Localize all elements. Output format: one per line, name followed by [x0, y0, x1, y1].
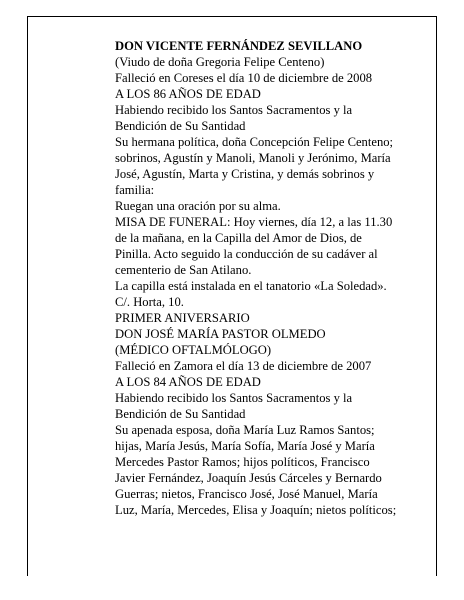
obituary-text-line: de la mañana, en la Capilla del Amor de Dios, de — [115, 231, 362, 245]
obituary-text-line: sobrinos, Agustín y Manoli, Manoli y Jerónimo, María — [115, 151, 391, 165]
obituary-text-line: PRIMER ANIVERSARIO — [115, 311, 250, 325]
obituary-text-line: Habiendo recibido los Santos Sacramentos y la — [115, 103, 353, 117]
obituary-text-line: Bendición de Su Santidad — [115, 119, 246, 133]
obituary-text-line: Su hermana política, doña Concepción Felipe Centeno; — [115, 135, 394, 149]
obituary-text-line: hijas, María Jesús, María Sofía, María José y María — [115, 439, 375, 453]
obituary-text-line: Falleció en Coreses el día 10 de diciembre de 2008 — [115, 71, 373, 85]
obituary-text-line: Ruegan una oración por su alma. — [115, 199, 281, 213]
obituary-text-line: (Viudo de doña Gregoria Felipe Centeno) — [115, 55, 325, 69]
obituary-text-line: Luz, María, Mercedes, Elisa y Joaquín; nietos políticos; — [115, 503, 397, 517]
obituary-text-line: Su apenada esposa, doña María Luz Ramos Santos; — [115, 423, 375, 437]
obituary-text-line: A LOS 86 AÑOS DE EDAD — [115, 87, 261, 101]
obituary-text-line: Pinilla. Acto seguido la conducción de su cadáver al — [115, 247, 378, 261]
frame-left-border — [27, 16, 28, 576]
frame-top-border — [27, 16, 437, 17]
obituary-text-line: Habiendo recibido los Santos Sacramentos y la — [115, 391, 353, 405]
obituary-text-line: DON JOSÉ MARÍA PASTOR OLMEDO — [115, 327, 326, 341]
obituary-text-line: La capilla está instalada en el tanatorio «La Soledad». — [115, 279, 387, 293]
obituary-text-line: cementerio de San Atilano. — [115, 263, 252, 277]
obituary-text-line: MISA DE FUNERAL: Hoy viernes, día 12, a las 11.30 — [115, 215, 393, 229]
obituary-heading-line: DON VICENTE FERNÁNDEZ SEVILLANO — [115, 39, 363, 53]
obituary-text-line: C/. Horta, 10. — [115, 295, 184, 309]
obituary-text-line: Guerras; nietos, Francisco José, José Manuel, María — [115, 487, 378, 501]
obituary-text-line: José, Agustín, Marta y Cristina, y demás sobrinos y — [115, 167, 375, 181]
obituary-text-line: A LOS 84 AÑOS DE EDAD — [115, 375, 261, 389]
obituary-text-line: familia: — [115, 183, 155, 197]
obituary-text-line: Bendición de Su Santidad — [115, 407, 246, 421]
obituary-text-line: (MÉDICO OFTALMÓLOGO) — [115, 343, 272, 357]
frame-right-border — [436, 16, 437, 576]
obituary-text-line: Javier Fernández, Joaquín Jesús Cárceles y Bernardo — [115, 471, 382, 485]
obituary-text-line: Mercedes Pastor Ramos; hijos políticos, Francisco — [115, 455, 370, 469]
obituary-text-line: Falleció en Zamora el día 13 de diciembre de 2007 — [115, 359, 372, 373]
obituary-text-block — [115, 38, 427, 518]
